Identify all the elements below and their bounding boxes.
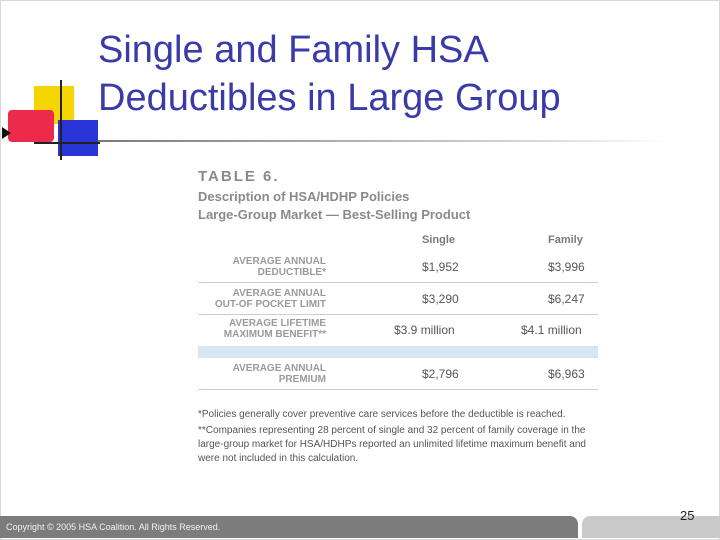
row-label-line-2: MAXIMUM BENEFIT**	[223, 329, 326, 340]
row-label-line-1: AVERAGE LIFETIME	[228, 318, 326, 329]
table-row	[198, 360, 598, 390]
family-value: $6,247	[548, 292, 585, 306]
footer-bar-right	[582, 516, 720, 538]
family-value: $4.1 million	[521, 323, 582, 337]
row-label	[224, 318, 326, 340]
row-label-line-1: AVERAGE ANNUAL	[232, 363, 326, 374]
table-caption-line-2: Large-Group Market — Best-Selling Product	[198, 207, 471, 222]
table-caption-line-1: Description of HSA/HDHP Policies	[198, 189, 410, 204]
row-label-line-1: AVERAGE ANNUAL	[232, 288, 326, 299]
single-value: $2,796	[422, 367, 459, 381]
logo-horizontal-line	[34, 142, 100, 144]
title-line-2: Deductibles in Large Group	[98, 77, 561, 119]
title-divider	[98, 140, 668, 142]
table-row	[198, 315, 598, 345]
row-label-line-1: AVERAGE ANNUAL	[232, 256, 326, 267]
family-value: $6,963	[548, 367, 585, 381]
slide-title	[98, 26, 561, 122]
family-value: $3,996	[548, 260, 585, 274]
logo-vertical-line	[60, 80, 62, 160]
table-row	[198, 283, 598, 315]
row-label	[233, 363, 326, 385]
single-value: $3,290	[422, 292, 459, 306]
logo-red-square	[8, 110, 54, 142]
logo-blue-square	[58, 120, 98, 156]
note-1: *Policies generally cover preventive care services before the deductible is reached.	[198, 409, 566, 420]
column-header-family: Family	[548, 234, 583, 246]
page-number: 25	[680, 508, 695, 523]
column-header-single: Single	[422, 234, 456, 246]
table-number: TABLE 6.	[198, 168, 280, 185]
table-band	[198, 346, 598, 358]
row-label	[233, 256, 326, 278]
table-row	[198, 252, 598, 283]
title-line-1: Single and Family HSA	[98, 29, 489, 71]
row-label-line-2: OUT-OF POCKET LIMIT	[214, 299, 326, 310]
arrow-icon	[2, 127, 11, 139]
row-label	[215, 288, 326, 310]
note-2: **Companies representing 28 percent of single and 32 percent of family coverage in the large-group market for HSA/HDHPs reported an unlimited lifetime maximum benefit and were not included in this calculation.	[198, 425, 586, 464]
row-label-line-2: DEDUCTIBLE*	[257, 267, 326, 278]
decorative-logo	[0, 80, 100, 170]
single-value: $3.9 million	[394, 323, 455, 337]
single-value: $1,952	[422, 260, 459, 274]
row-label-line-2: PREMIUM	[278, 374, 326, 385]
table-notes	[198, 408, 598, 466]
copyright-text: Copyright © 2005 HSA Coalition. All Rights Reserved.	[6, 522, 221, 532]
table-caption	[198, 188, 470, 224]
